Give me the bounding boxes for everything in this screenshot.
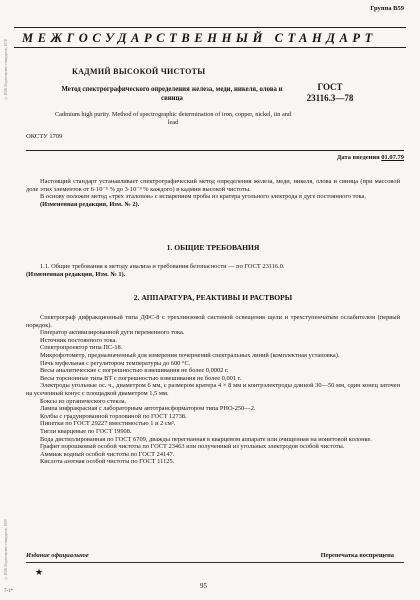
english-title: Cadmium high purity. Method of spectrographic determination of iron, copper, nickel, tin and lead — [54, 111, 292, 126]
section-1-title: 1. ОБЩИЕ ТРЕБОВАНИЯ — [166, 243, 260, 252]
intro-paragraph-1: Настоящий стандарт устанавливает спектрографический метод определения железа, меди, никеля, олова и свинца (при массовой доле этих элементов от 6·10⁻⁵ % до 3·10⁻³ % каждого) в кадмии высокой чистоты. — [26, 178, 400, 193]
side-copyright-top: © ИПК Издательство стандартов, 1978 — [4, 39, 8, 100]
standard-banner: МЕЖГОСУДАРСТВЕННЫЙ СТАНДАРТ — [22, 31, 377, 45]
banner-bottom-rule — [14, 47, 406, 48]
corner-mark: 7-1* — [4, 589, 14, 594]
date-rule — [26, 150, 404, 151]
side-copyright-bottom: © ИПК Издательство стандартов, 1999 — [4, 519, 8, 580]
banner-top-rule — [14, 27, 406, 28]
section-2 — [26, 294, 400, 302]
effective-date-label: Дата введения — [336, 154, 380, 161]
list-item: Колбы с градуированной горловиной по ГОСТ 12738. — [40, 412, 187, 420]
intro-paragraph-2: В основу положен метод «трех эталонов» с испарением пробы из кратера угольного электрода в дуге постоянного тока. — [40, 193, 366, 201]
list-item: Боксы из органического стекла. — [40, 397, 127, 405]
section-2-body — [26, 314, 400, 466]
gost-label: ГОСТ — [317, 82, 343, 92]
section-1-paragraph: 1.1. Общие требования к методу анализа и требования безопасности — по ГОСТ 23116.0. — [40, 263, 285, 270]
document-title: КАДМИЙ ВЫСОКОЙ ЧИСТОТЫ — [72, 67, 206, 76]
intro-block — [26, 178, 400, 208]
okstu-code: ОКСТУ 1709 — [26, 133, 63, 140]
list-item: Печь муфельная с регулятором температуры до 600 °С. — [40, 359, 191, 367]
list-item: Пипетки по ГОСТ 29227 вместимостью 1 и 2 см³. — [40, 420, 176, 428]
gost-number — [295, 82, 365, 104]
effective-date — [337, 154, 404, 161]
list-item: Лампа инфракрасная с лабораторным автотрансформатором типа РНО-250—2. — [40, 405, 256, 413]
group-code: Группа В59 — [370, 5, 404, 12]
list-item: Вода дистиллированная по ГОСТ 6709, дважды перегнанная в кварцевом аппарате или очищенная на ионитовой колонке. — [40, 435, 372, 443]
effective-date-value: 01.07.79 — [381, 154, 404, 161]
section-1-body — [26, 263, 400, 278]
list-item: Источник постоянного тока. — [40, 336, 117, 344]
section-1 — [26, 244, 400, 252]
list-item: Спектрограф дифракционный типа ДФС-8 с трехлинзовой системой освещения щели и трехступенчатым ослабителем (первый порядок). — [26, 314, 400, 329]
section-2-title: 2. АППАРАТУРА, РЕАКТИВЫ И РАСТВОРЫ — [133, 293, 293, 302]
list-item: Графит порошковый особой чистоты по ГОСТ 23463 или полученный из угольных электродов особой чистоты. — [40, 443, 345, 451]
list-item: Тигли кварцевые по ГОСТ 19908. — [40, 427, 132, 435]
list-item: Генератор активизированной дуги переменного тока. — [40, 329, 185, 337]
list-item: Аммиак водный особой чистоты по ГОСТ 24147. — [40, 450, 175, 458]
list-item: Электроды угольные ос. ч., диаметром 6 мм, с размером кратера 4 × 8 мм и контрэлектроды длиной 30—50 мм, один конец заточен на усеченный конус с площадкой диаметром 1,5 мм. — [26, 382, 400, 397]
list-item: Весы торсионные типа ВТ с погрешностью взвешивания не более 0,001 г. — [40, 374, 242, 382]
list-item: Весы аналитические с погрешностью взвешивания не более 0,0002 г. — [40, 367, 229, 375]
section-1-edit-note: (Измененная редакция, Изм. № 1). — [26, 270, 126, 278]
footer-rule — [26, 562, 404, 563]
edition-official: Издание официальное — [26, 552, 89, 559]
gost-code: 23116.3—78 — [306, 93, 354, 103]
star-mark: ★ — [35, 567, 44, 577]
page-number: 95 — [200, 582, 207, 590]
reprint-prohibited: Перепечатка воспрещена — [320, 552, 394, 559]
intro-edit-note: (Измененная редакция, Изм. № 2). — [40, 200, 140, 208]
method-subtitle: Метод спектрографического определения железа, меди, никеля, олова и свинца — [61, 86, 283, 102]
list-item: Спектропроектор типа ПС-18. — [40, 344, 123, 352]
list-item: Микрофотометр, предназначенный для измерения почернений спектральных линий (комплектная установка). — [40, 351, 340, 359]
list-item: Кислота азотная особой чистоты по ГОСТ 11125. — [40, 458, 175, 466]
